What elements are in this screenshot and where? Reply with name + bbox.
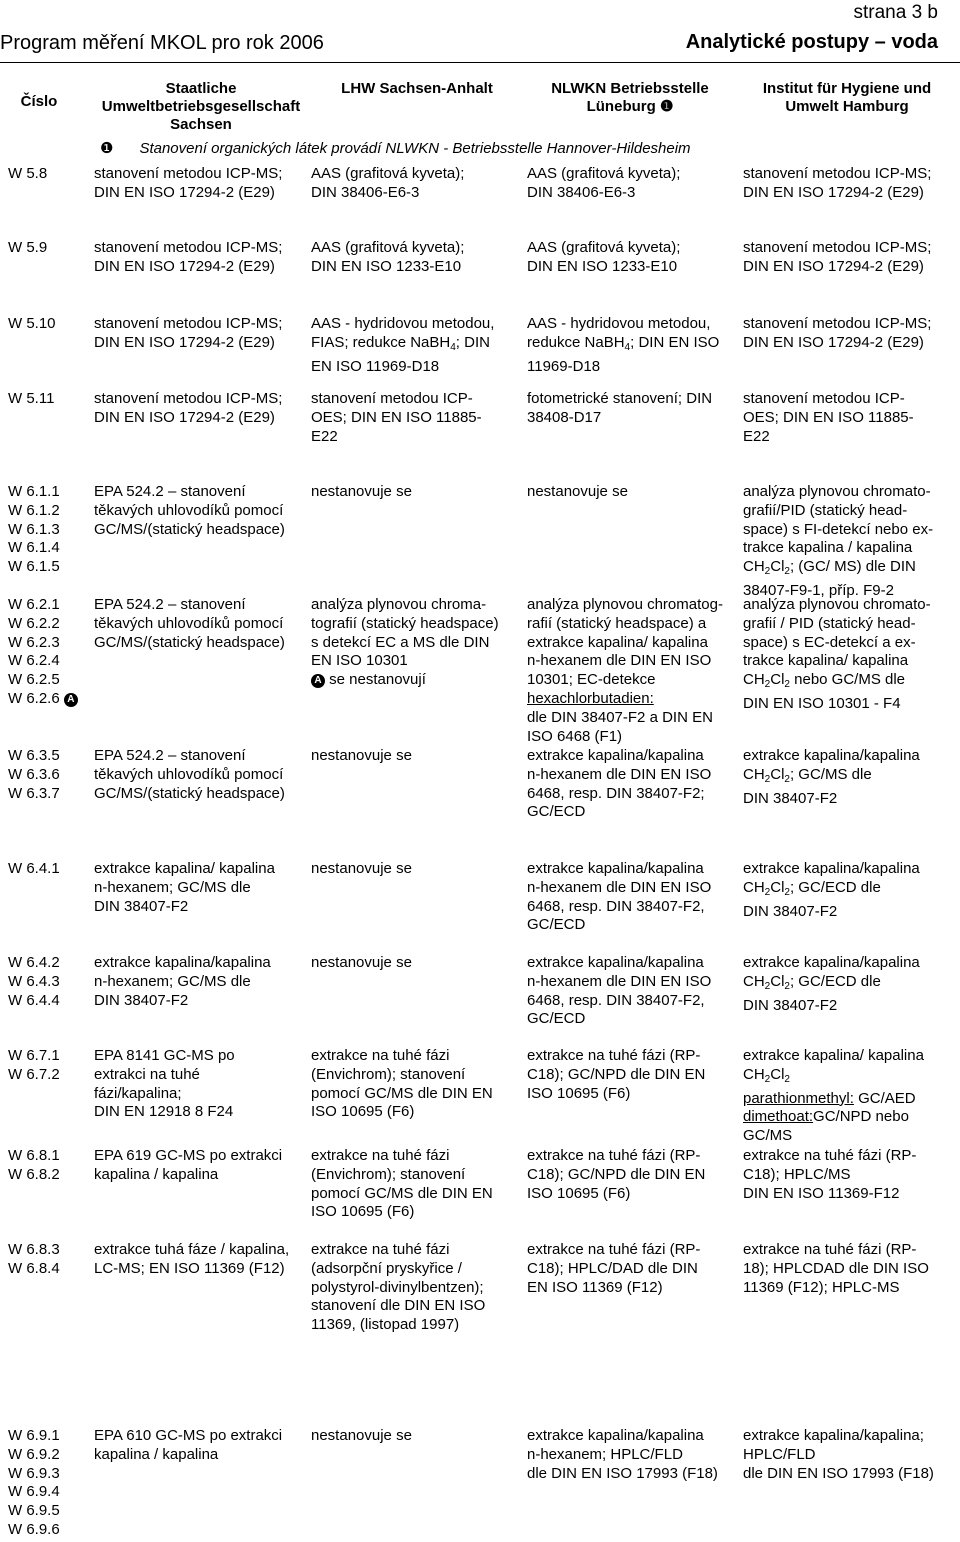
cell-line: nestanovuje se [311,954,412,971]
cell-line: stanovení metodou ICP-MS; [94,315,283,332]
cell-line: nestanovuje se [527,483,628,500]
cell-line: analýza plynovou chromato- [743,596,931,613]
cell-line: DIN EN ISO 17294-2 (E29) [94,183,275,201]
cell-line: C18); HPLC/DAD dle DIN [527,1259,698,1277]
sample-id-cell [8,165,88,184]
cell-line: extrakce kapalina/kapalina [527,860,704,877]
nlwkn-method-cell [527,1427,739,1483]
cell-line: n-hexanem dle DIN EN ISO [527,972,712,990]
cell-line: těkavých uhlovodíků pomocí [94,614,284,632]
cell-line: EPA 610 GC-MS po extrakci [94,1427,283,1444]
page-number: strana 3 b [853,2,938,23]
lhw-method-cell [311,390,523,446]
cell-line: 6468, resp. DIN 38407-F2, [527,991,705,1009]
cell-line: stanovení metodou ICP-MS; [94,390,283,407]
cell-line: pomocí GC/MS dle DIN EN [311,1084,493,1102]
sample-id-cell [8,747,88,803]
cell-line: W 6.9.5 [8,1502,60,1520]
note-text: Stanovení organických látek provádí NLWKN - Betriebsstelle Hannover-Hildesheim [139,140,691,157]
cell-line: W 6.1.4 [8,539,60,557]
cell-line: trakce kapalina/ kapalina [743,652,909,670]
hamburg-method-cell [743,239,958,277]
cell-line: DIN EN ISO 17294-2 (E29) [743,183,924,201]
sachsen-method-cell [94,165,304,203]
cell-line: 18); HPLCDAD dle DIN ISO [743,1259,929,1277]
cell-line: extrakce tuhá fáze / kapalina, [94,1241,290,1258]
cell-line: dle DIN 38407-F2 a DIN EN [527,708,713,726]
hamburg-method-cell [743,165,958,203]
cell-line: grafií/PID (statický head- [743,501,908,519]
cell-line: W 6.1.2 [8,501,60,519]
nlwkn-method-cell [527,1147,739,1203]
cell-line: DIN 38407-F2 [743,789,838,807]
cell-line: A se nestanovují [311,671,523,690]
cell-line: W 6.9.2 [8,1445,60,1463]
sachsen-method-cell [94,747,304,803]
lhw-method-cell [311,860,523,879]
sample-id-cell [8,315,88,334]
lhw-method-cell [311,1427,523,1446]
cell-line: hexachlorbutadien: [527,689,654,707]
cell-line: W 6.8.4 [8,1259,60,1277]
cell-line: analýza plynovou chromato- [743,483,931,500]
cell-line: fázi/kapalina; [94,1084,182,1102]
cell-line: analýza plynovou chromatog- [527,596,723,613]
cell-line: (adsorpční pryskyřice / [311,1259,462,1277]
cell-line: W 6.1.3 [8,520,60,538]
cell-line: EN ISO 10301 [311,652,408,670]
cell-line: EN ISO 11369 (F12) [527,1278,663,1296]
cell-line: stanovení metodou ICP-MS; [743,239,932,256]
cell-line: W 6.9.6 [8,1520,60,1538]
cell-line: extrakce kapalina/kapalina [743,954,920,971]
cell-line: FIAS; redukce NaBH$_4$; DIN [311,333,490,353]
cell-line: extrakce kapalina/kapalina; [743,1427,924,1444]
lhw-method-cell [311,747,523,766]
hamburg-method-cell [743,596,958,714]
cell-line: grafií / PID (statický head- [743,614,916,632]
cell-line: EPA 8141 GC-MS po [94,1047,235,1064]
cell-line: W 6.8.3 [8,1241,60,1258]
cell-line: W 6.2.1 [8,596,60,613]
cell-line: nestanovuje se [311,747,412,764]
cell-line: GC/MS [743,1127,793,1145]
cell-line: stanovení metodou ICP- [311,390,473,407]
cell-line: AAS (grafitová kyveta); [527,239,681,256]
cell-line: E22 [311,427,338,445]
cell-line: (Envichrom); stanovení [311,1165,466,1183]
cell-line: kapalina / kapalina [94,1165,219,1183]
nlwkn-method-cell [527,315,739,376]
cell-line: nestanovuje se [311,860,412,877]
cell-line: space) s FI-detekcí nebo ex- [743,520,934,538]
cell-line: W 6.4.2 [8,954,60,971]
organics-note [100,139,691,157]
cell-line: 11369, (listopad 1997) [311,1316,460,1334]
cell-line: ISO 10695 (F6) [311,1203,415,1221]
cell-line: W 6.9.1 [8,1427,60,1444]
cell-line: EN ISO 11969-D18 [311,357,440,375]
lhw-method-cell [311,954,523,973]
column-header-lhw: LHW Sachsen-Anhalt [341,80,493,97]
cell-line: extrakci na tuhé [94,1065,200,1083]
sachsen-method-cell [94,483,304,539]
hamburg-method-cell [743,483,958,601]
cell-line: 38408-D17 [527,408,602,426]
cell-line: dimethoat:GC/NPD nebo [743,1108,909,1126]
cell-line: W 6.4.4 [8,991,60,1009]
cell-line: $CH_2Cl_2$; GC/MS dle [743,765,872,785]
sample-id-cell [8,390,88,409]
cell-line: W 5.9 [8,239,48,256]
cell-line: s detekcí EC a MS dle DIN [311,633,490,651]
cell-line: EPA 619 GC-MS po extrakci [94,1147,283,1164]
cell-line: stanovení metodou ICP-MS; [743,165,932,182]
cell-line: W 6.2.5 [8,671,60,689]
lhw-method-cell [311,1241,523,1335]
cell-line: polystyrol-divinylbentzen); [311,1278,484,1296]
cell-line: AAS (grafitová kyveta); [527,165,681,182]
cell-line: W 6.3.6 [8,765,60,783]
cell-line: extrakce na tuhé fázi [311,1147,450,1164]
cell-line: ISO 6468 (F1) [527,727,623,745]
footnote-mark: ❶ [100,140,114,157]
cell-line: nestanovuje se [311,483,412,500]
cell-line: GC/ECD [527,916,586,934]
cell-line: 11969-D18 [527,357,601,375]
nlwkn-method-cell [527,596,739,746]
cell-line: C18); GC/NPD dle DIN EN [527,1065,706,1083]
cell-line: W 6.2.3 [8,633,60,651]
cell-line: nestanovuje se [311,1427,412,1444]
lhw-method-cell [311,483,523,502]
cell-line: extrakce kapalina/ kapalina [94,860,275,877]
cell-line: DIN EN ISO 17294-2 (E29) [94,257,275,275]
cell-line: space) s EC-detekcí a ex- [743,633,916,651]
lhw-method-cell [311,165,523,203]
cell-line: dle DIN EN ISO 17993 (F18) [743,1464,934,1482]
cell-line: W 5.11 [8,390,55,407]
cell-line: rafií (statický headspace) a [527,614,707,632]
sachsen-method-cell [94,1241,304,1279]
cell-line: DIN 38407-F2 [743,996,838,1014]
cell-line: W 5.8 [8,165,48,182]
hamburg-method-cell [743,860,958,921]
sample-id-cell [8,1147,88,1185]
column-header-nlwkn [520,80,740,116]
hamburg-method-cell [743,1147,958,1203]
cell-line: ISO 10695 (F6) [527,1184,631,1202]
cell-line: W 6.2.2 [8,614,60,632]
cell-line: DIN 38407-F2 [94,897,189,915]
cell-line: OES; DIN EN ISO 11885- [743,408,914,426]
cell-line: n-hexanem dle DIN EN ISO [527,652,712,670]
cell-line: C18); GC/NPD dle DIN EN [527,1165,706,1183]
cell-line: AAS - hydridovou metodou, [527,315,711,332]
cell-line: W 6.7.2 [8,1065,60,1083]
cell-line: DIN EN ISO 1233-E10 [311,257,462,275]
sachsen-method-cell [94,1427,304,1465]
cell-line: extrakce kapalina/kapalina [527,1427,704,1444]
cell-line: DIN EN ISO 17294-2 (E29) [94,333,275,351]
cell-line: W 6.4.1 [8,860,60,877]
nlwkn-method-cell [527,239,739,277]
cell-line: OES; DIN EN ISO 11885- [311,408,482,426]
cell-line: GC/ECD [527,803,586,821]
sachsen-method-cell [94,860,304,916]
cell-line: ISO 10695 (F6) [311,1103,415,1121]
lhw-method-cell [311,1047,523,1122]
sachsen-method-cell [94,239,304,277]
cell-line: extrakce kapalina/ kapalina [743,1047,924,1064]
cell-line: n-hexanem; HPLC/FLD [527,1445,683,1463]
cell-line: LC-MS; EN ISO 11369 (F12) [94,1259,285,1277]
cell-line: 6468, resp. DIN 38407-F2; [527,784,705,802]
cell-line: W 6.9.3 [8,1464,60,1482]
cell-line: $CH_2Cl_2$; GC/ECD dle [743,972,881,992]
document-title: Program měření MKOL pro rok 2006 [0,32,324,54]
cell-line: stanovení dle DIN EN ISO [311,1297,486,1315]
note-a-mark: A [311,674,325,688]
cell-line: stanovení metodou ICP-MS; [94,239,283,256]
cell-line: $CH_2Cl_2$; GC/ECD dle [743,878,881,898]
hamburg-method-cell [743,747,958,808]
cell-line: EPA 524.2 – stanovení [94,747,246,764]
cell-line: n-hexanem; GC/MS dle [94,972,251,990]
hamburg-method-cell [743,1047,958,1146]
cell-line: W 6.7.1 [8,1047,60,1064]
cell-line: stanovení metodou ICP-MS; [94,165,283,182]
cell-line: parathionmethyl: GC/AED [743,1089,916,1107]
cell-line: W 6.2.6 A [8,690,88,709]
cell-line: GC/MS/(statický headspace) [94,633,285,651]
cell-line: DIN EN 12918 8 F24 [94,1103,234,1121]
cell-line: analýza plynovou chroma- [311,596,487,613]
footnote-mark: ❶ [659,98,674,115]
column-header-nlwkn-label: NLWKN Betriebsstelle Lüneburg [551,80,709,115]
lhw-method-cell [311,315,523,376]
cell-line: AAS - hydridovou metodou, [311,315,495,332]
cell-line: extrakce na tuhé fázi (RP- [743,1241,917,1258]
hamburg-method-cell [743,315,958,353]
sample-id-cell [8,1047,88,1085]
note-a-mark: A [64,693,78,707]
cell-line: W 6.8.2 [8,1165,60,1183]
cell-line: kapalina / kapalina [94,1445,219,1463]
cell-line: 38407-F9-1, příp. F9-2 [743,581,894,599]
nlwkn-method-cell [527,954,739,1029]
cell-line: redukce NaBH$_4$; DIN EN ISO [527,333,720,353]
cell-line: $CH_2Cl_2$ nebo GC/MS dle [743,671,906,691]
cell-line: extrakce na tuhé fázi (RP- [527,1147,701,1164]
cell-line: GC/MS/(statický headspace) [94,520,285,538]
cell-line: W 6.8.1 [8,1147,60,1164]
sachsen-method-cell [94,390,304,428]
nlwkn-method-cell [527,747,739,822]
cell-line: AAS (grafitová kyveta); [311,239,465,256]
column-header-cislo: Číslo [20,93,58,110]
cell-line: EPA 524.2 – stanovení [94,596,246,613]
cell-line: extrakce kapalina/kapalina [527,954,704,971]
cell-line: C18); HPLC/MS [743,1165,851,1183]
cell-line: W 6.1.5 [8,558,60,576]
lhw-method-cell [311,1147,523,1222]
cell-line: n-hexanem dle DIN EN ISO [527,765,712,783]
cell-line: HPLC/FLD [743,1445,816,1463]
cell-line: W 5.10 [8,315,56,332]
sample-id-cell [8,596,88,709]
cell-line: DIN 38407-F2 [743,902,838,920]
cell-line: extrakce kapalina/kapalina [94,954,271,971]
cell-line: (Envichrom); stanovení [311,1065,466,1083]
nlwkn-method-cell [527,1047,739,1103]
cell-line: stanovení metodou ICP- [743,390,905,407]
cell-line: extrakce na tuhé fázi (RP- [527,1047,701,1064]
cell-line: extrakce na tuhé fázi (RP- [743,1147,917,1164]
cell-line: $CH_2Cl_2$; (GC/ MS) dle DIN [743,558,916,578]
cell-line: extrakce kapalina/kapalina [527,747,704,764]
sachsen-method-cell [94,1147,304,1185]
cell-line: n-hexanem; GC/MS dle [94,878,251,896]
cell-line: W 6.9.4 [8,1483,60,1501]
cell-line: E22 [743,427,770,445]
lhw-method-cell [311,239,523,277]
cell-line: W 6.2.4 [8,652,60,670]
lhw-method-cell [311,596,523,690]
header-divider [0,62,960,63]
page-header [0,0,960,64]
cell-line: stanovení metodou ICP-MS; [743,315,932,332]
cell-line: DIN EN ISO 17294-2 (E29) [743,333,924,351]
cell-line: extrakce na tuhé fázi (RP- [527,1241,701,1258]
column-header-hamburg: Institut für Hygiene und Umwelt Hamburg [762,80,932,115]
cell-line: DIN 38406-E6-3 [311,183,420,201]
cell-line: DIN 38407-F2 [94,991,189,1009]
nlwkn-method-cell [527,483,739,502]
sachsen-method-cell [94,315,304,353]
cell-line: $CH_2Cl_2$ [743,1065,790,1085]
cell-line: W 6.1.1 [8,483,60,500]
cell-line: ISO 10695 (F6) [527,1084,631,1102]
cell-line: extrakce na tuhé fázi [311,1241,450,1258]
cell-line: GC/ECD [527,1010,586,1028]
nlwkn-method-cell [527,165,739,203]
hamburg-method-cell [743,1427,958,1483]
sample-id-cell [8,954,88,1010]
nlwkn-method-cell [527,390,739,428]
cell-line: DIN EN ISO 10301 - F4 [743,694,901,712]
sample-id-cell [8,860,88,879]
cell-line: 10301; EC-detekce [527,671,656,689]
cell-line: extrakce kapalina/kapalina [743,860,920,877]
cell-line: DIN EN ISO 17294-2 (E29) [94,408,275,426]
cell-line: 6468, resp. DIN 38407-F2, [527,897,705,915]
hamburg-method-cell [743,390,958,446]
document-subtitle: Analytické postupy – voda [685,31,938,53]
sachsen-method-cell [94,596,304,652]
cell-line: těkavých uhlovodíků pomocí [94,765,284,783]
cell-line: extrakce na tuhé fázi [311,1047,450,1064]
cell-line: fotometrické stanovení; DIN [527,390,713,407]
nlwkn-method-cell [527,1241,739,1297]
cell-line: dle DIN EN ISO 17993 (F18) [527,1464,718,1482]
nlwkn-method-cell [527,860,739,935]
cell-line: AAS (grafitová kyveta); [311,165,465,182]
cell-line: W 6.3.5 [8,747,60,764]
hamburg-method-cell [743,1241,958,1297]
cell-line: W 6.4.3 [8,972,60,990]
hamburg-method-cell [743,954,958,1015]
sample-id-cell [8,1241,88,1279]
cell-line: trakce kapalina / kapalina [743,539,913,557]
cell-line: 11369 (F12); HPLC-MS [743,1278,900,1296]
cell-line: DIN EN ISO 11369-F12 [743,1184,900,1202]
cell-line: tografií (statický headspace) [311,614,499,632]
cell-line: DIN EN ISO 17294-2 (E29) [743,257,924,275]
cell-line: těkavých uhlovodíků pomocí [94,501,284,519]
cell-line: W 6.3.7 [8,784,60,802]
cell-line: extrakce kapalina/kapalina [743,747,920,764]
sachsen-method-cell [94,954,304,1010]
sachsen-method-cell [94,1047,304,1122]
cell-line: GC/MS/(statický headspace) [94,784,285,802]
cell-line: n-hexanem dle DIN EN ISO [527,878,712,896]
cell-line: DIN 38406-E6-3 [527,183,636,201]
cell-line: DIN EN ISO 1233-E10 [527,257,678,275]
sample-id-cell [8,1427,88,1540]
column-header-sachsen: Staatliche Umweltbetriebsgesellschaft Sachsen [101,80,301,133]
sample-id-cell [8,483,88,577]
cell-line: extrakce kapalina/ kapalina [527,633,708,651]
cell-line: EPA 524.2 – stanovení [94,483,246,500]
cell-line: pomocí GC/MS dle DIN EN [311,1184,493,1202]
sample-id-cell [8,239,88,258]
